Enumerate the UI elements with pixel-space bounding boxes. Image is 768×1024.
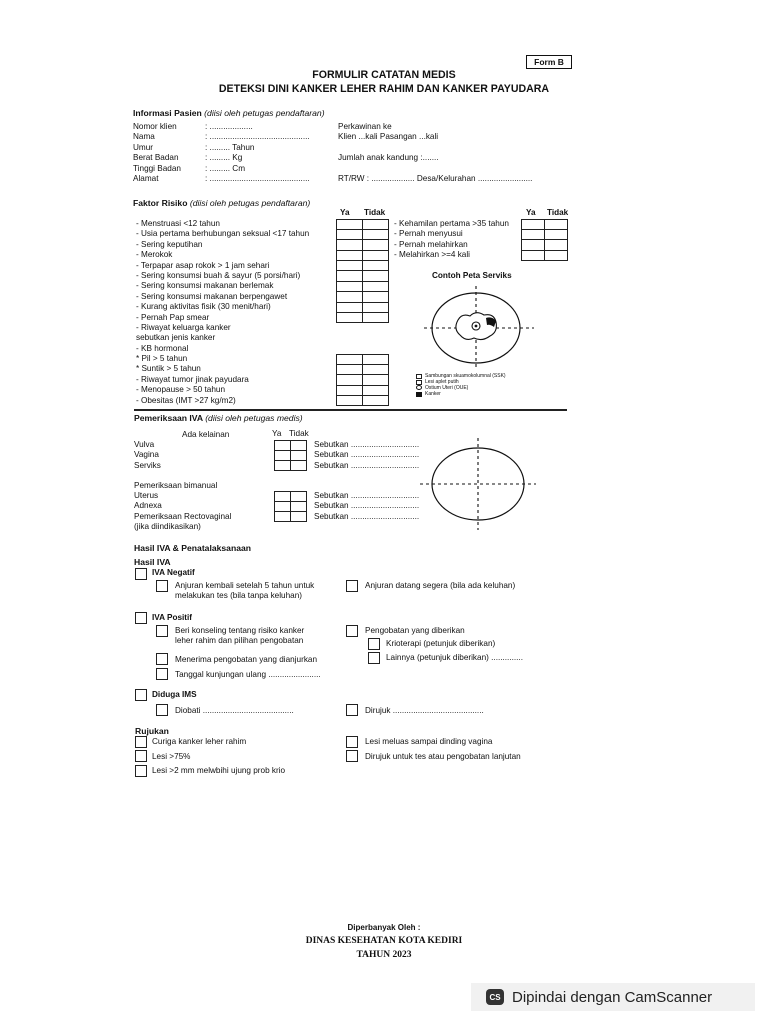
risk-col-no: Tidak xyxy=(364,208,386,217)
suspected-sti-checkbox[interactable] xyxy=(135,689,147,701)
section-divider xyxy=(134,409,567,411)
risk-col-no-right: Tidak xyxy=(547,208,569,217)
cervix-map-title: Contoh Peta Serviks xyxy=(432,271,512,280)
risk-factor-checkgrid[interactable] xyxy=(336,219,388,323)
risk-factor-list-right: - Kehamilan pertama >35 tahun - Pernah menyusui - Pernah melahirkan - Melahirkan >=4 kali xyxy=(394,219,509,260)
ref-vaginal-wall-checkbox[interactable] xyxy=(346,736,358,748)
iva-organ-list: Vulva Vagina Serviks xyxy=(134,440,161,470)
revisit-date-checkbox[interactable] xyxy=(156,668,168,680)
iva-exam-heading: Pemeriksaan IVA (diisi oleh petugas medis) xyxy=(134,413,303,423)
come-soon-label: Anjuran datang segera (bila ada keluhan) xyxy=(365,581,516,590)
abnormal-heading: Ada kelainan xyxy=(182,430,230,439)
cryotherapy-label: Krioterapi (petunjuk diberikan) xyxy=(386,639,496,648)
return-5yr-line1: Anjuran kembali setelah 5 tahun untuk xyxy=(175,581,315,590)
iva-col-yes: Ya xyxy=(272,429,282,438)
iva-negative-label: IVA Negatif xyxy=(152,568,195,577)
legend-white-lesion: Lesi aplet putih xyxy=(425,379,459,385)
revisit-date-label: Tanggal kunjungan ulang ....................... xyxy=(175,670,321,679)
footer-year: TAHUN 2023 xyxy=(356,950,412,960)
patient-info-heading: Informasi Pasien (diisi oleh petugas pendaftaran) xyxy=(133,108,325,118)
patient-info-labels: Nomor klien Nama Umur Berat Badan Tinggi Badan Alamat xyxy=(133,122,181,183)
treated-label: Diobati ........................................ xyxy=(175,706,294,715)
results-heading: Hasil IVA & Penatalaksanaan xyxy=(134,543,252,553)
agency-name: DINAS KESEHATAN KOTA KEDIRI xyxy=(305,936,463,946)
scanner-text: Dipindai dengan CamScanner xyxy=(512,988,713,1006)
risk-factor-checkgrid-lower[interactable] xyxy=(336,354,388,406)
iva-col-no: Tidak xyxy=(289,429,309,438)
bimanual-heading: Pemeriksaan bimanual xyxy=(134,481,218,490)
ref-further-test-label: Dirujuk untuk tes atau pengobatan lanjutan xyxy=(365,752,521,761)
form-subtitle: DETEKSI DINI KANKER LEHER RAHIM DAN KANKER PAYUDARA xyxy=(218,83,550,95)
cervix-exam-diagram xyxy=(420,436,540,532)
ref-lesion-75-checkbox[interactable] xyxy=(135,750,147,762)
iva-negative-checkbox[interactable] xyxy=(135,568,147,580)
cryotherapy-checkbox[interactable] xyxy=(368,638,380,650)
risk-factor-heading: Faktor Risiko (diisi oleh petugas pendaftaran) xyxy=(133,198,311,208)
bimanual-checkgrid[interactable] xyxy=(274,491,306,521)
ref-lesion-2mm-label: Lesi >2 mm melwbihi ujung prob krio xyxy=(152,766,286,775)
cervix-map-diagram xyxy=(410,280,540,376)
referral-heading: Rujukan xyxy=(135,726,169,736)
camscanner-logo-icon: CS xyxy=(486,989,504,1005)
accept-treatment-label: Menerima pengobatan yang dianjurkan xyxy=(175,655,318,664)
ref-suspect-cancer-label: Curiga kanker leher rahim xyxy=(152,737,247,746)
legend-cancer: Kanker xyxy=(425,391,441,397)
patient-info-right: Perkawinan ke Klien ...kali Pasangan ...kali Jumlah anak kandung :....... RT/RW : ................... Desa/Kelurahan ........................ xyxy=(338,122,533,183)
other-treatment-label: Lainnya (petunjuk diberikan) .............. xyxy=(386,653,523,662)
treated-checkbox[interactable] xyxy=(156,704,168,716)
return-5yr-line2: melakukan tes (bila tanpa keluhan) xyxy=(175,591,302,600)
referred-label: Dirujuk ........................................ xyxy=(365,706,484,715)
ref-lesion-2mm-checkbox[interactable] xyxy=(135,765,147,777)
treatment-given-checkbox[interactable] xyxy=(346,625,358,637)
ref-suspect-cancer-checkbox[interactable] xyxy=(135,736,147,748)
copied-by: Diperbanyak Oleh : xyxy=(347,923,421,932)
iva-organ-checkgrid[interactable] xyxy=(274,440,306,470)
iva-positive-label: IVA Positif xyxy=(152,613,193,622)
ref-further-test-checkbox[interactable] xyxy=(346,750,358,762)
legend-ostium: Ostium Uteri (OUE) xyxy=(425,385,469,391)
risk-factor-list: - Menstruasi <12 tahun - Usia pertama berhubungan seksual <17 tahun - Sering keputihan - Merokok - Terpapar asap rokok > 1 jam sehari - Sering konsumsi buah & sayur (5 porsi/hari) - Sering konsumsi makanan berlemak - Sering konsumsi makanan berpengawet - Kurang aktivitas fisik (30 menit/hari) - Pernah Pap smear - Riwayat keluarga kanker sebutkan jenis kanker - KB hormonal * Pil > 5 tahun * Suntik > 5 tahun - Riwayat tumor jinak payudara - Menopause > 50 tahun - Obesitas (IMT >27 kg/m2) xyxy=(136,219,310,405)
referred-checkbox[interactable] xyxy=(346,704,358,716)
iva-positive-checkbox[interactable] xyxy=(135,612,147,624)
return-5yr-checkbox[interactable] xyxy=(156,580,168,592)
accept-treatment-checkbox[interactable] xyxy=(156,653,168,665)
legend-ssk: Sambungan skuamokolumnal (SSK) xyxy=(425,373,506,379)
ref-lesion-75-label: Lesi >75% xyxy=(152,752,191,761)
legend-cancer-swatch xyxy=(416,392,422,397)
bimanual-mentions: Sebutkan .............................. Sebutkan .............................. Sebutkan .............................. xyxy=(314,491,420,521)
come-soon-checkbox[interactable] xyxy=(346,580,358,592)
iva-organ-mentions: Sebutkan .............................. Sebutkan .............................. Sebutkan .............................. xyxy=(314,440,420,470)
scanner-watermark xyxy=(471,983,755,1011)
bimanual-list: Uterus Adnexa Pemeriksaan Rectovaginal (jika diindikasikan) xyxy=(134,491,232,532)
legend-ssk-swatch xyxy=(416,374,422,379)
other-treatment-checkbox[interactable] xyxy=(368,652,380,664)
form-label: Form B xyxy=(526,55,572,69)
patient-info-values: : ................... : ............................................ : ......... Tahun : ......... Kg : ......... Cm : ............................................ xyxy=(205,122,310,183)
counseling-line1: Beri konseling tentang risiko kanker xyxy=(175,626,305,635)
counseling-checkbox[interactable] xyxy=(156,625,168,637)
iva-result-subheading: Hasil IVA xyxy=(134,557,171,567)
form-title: FORMULIR CATATAN MEDIS xyxy=(312,69,456,81)
risk-col-yes-right: Ya xyxy=(526,208,536,217)
counseling-line2: leher rahim dan pilihan pengobatan xyxy=(175,636,304,645)
treatment-given-label: Pengobatan yang diberikan xyxy=(365,626,465,635)
ref-vaginal-wall-label: Lesi meluas sampai dinding vagina xyxy=(365,737,493,746)
risk-col-yes: Ya xyxy=(340,208,350,217)
suspected-sti-label: Diduga IMS xyxy=(152,690,197,699)
legend-ostium-swatch xyxy=(416,385,422,390)
risk-factor-checkgrid-right[interactable] xyxy=(521,219,567,261)
